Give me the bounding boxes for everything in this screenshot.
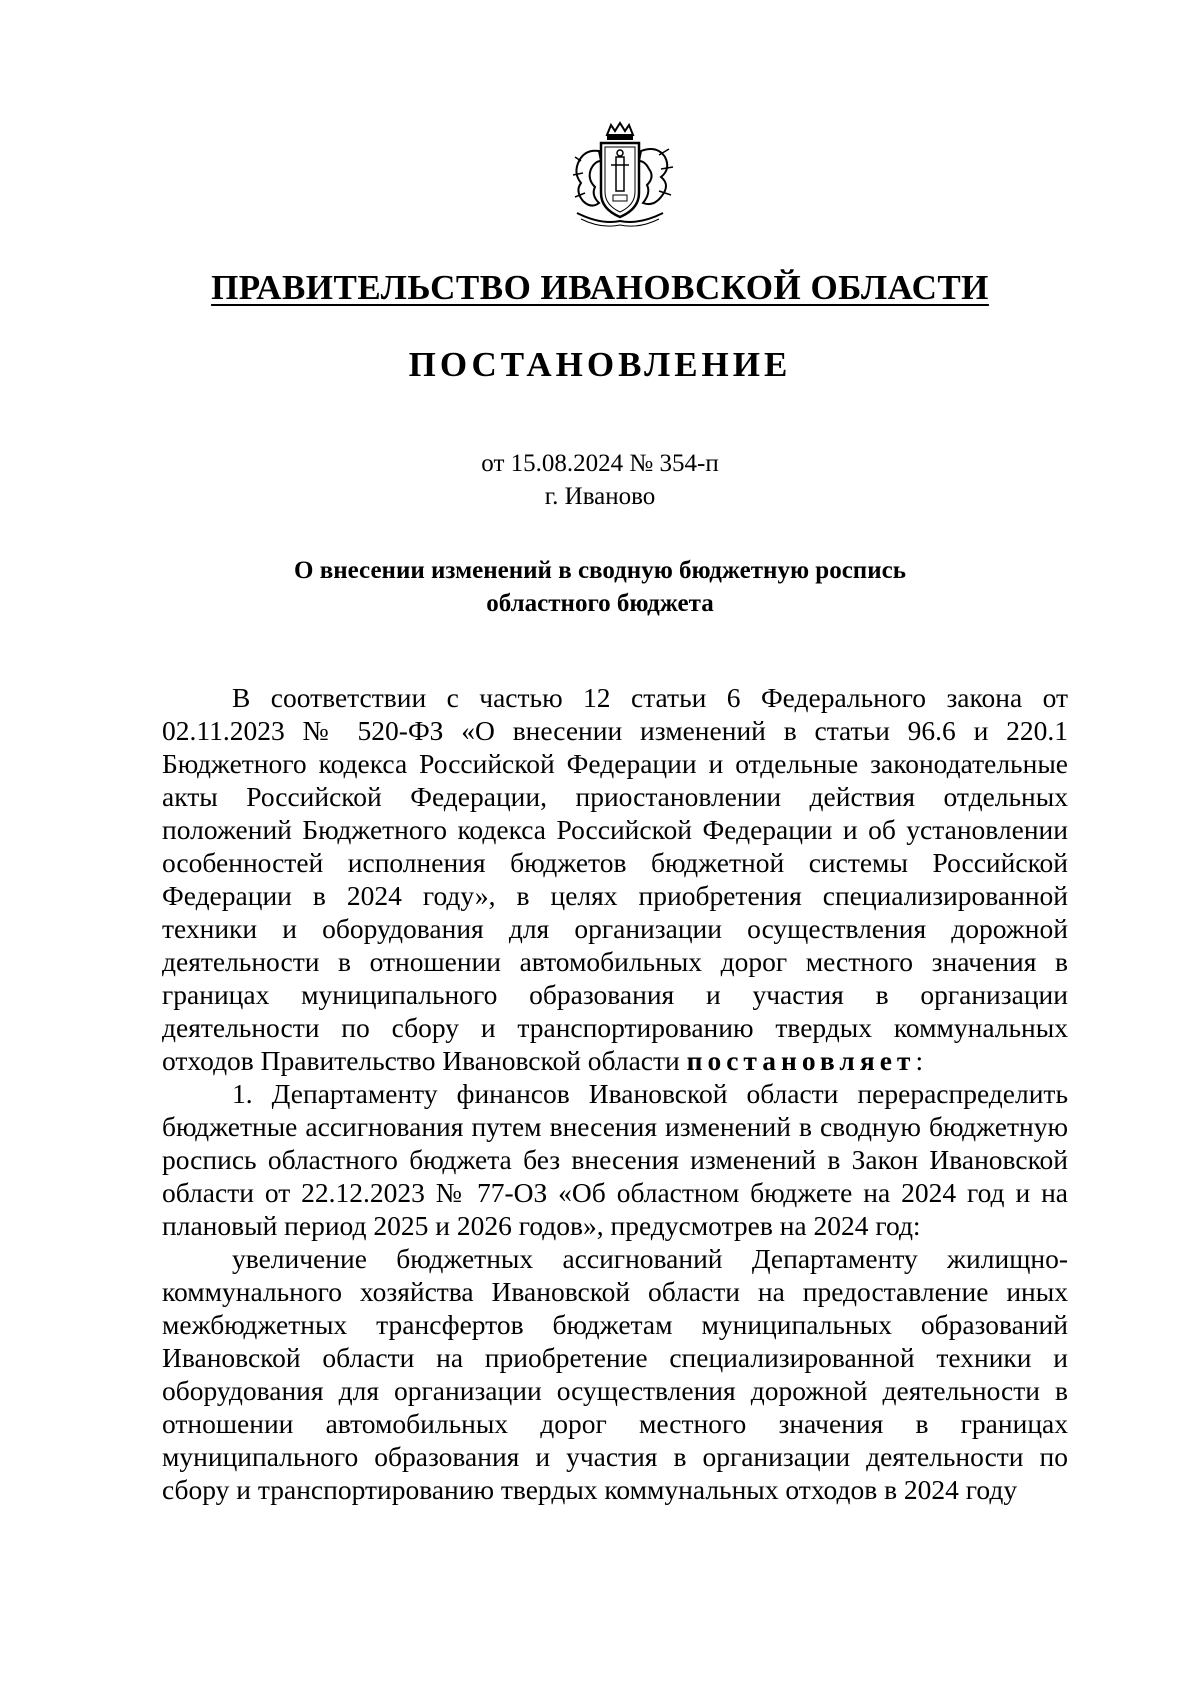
document-number: от 15.08.2024 № 354-п [481, 450, 719, 477]
document-subject [0, 554, 1200, 620]
document-city: г. Иваново [544, 483, 656, 510]
subject-line-1: О внесении изменений в сводную бюджетную роспись [294, 557, 906, 584]
item-1-sub-paragraph: увеличение бюджетных ассигнований Департаменту жилищно-коммунального хозяйства Ивановской области на предоставление иных межбюджетных трансфертов бюджетам муниципальных образований Ивановской области на приобретение специализированной техники и оборудования для организации осуществления дорожной деятельности в отношении автомобильных дорог местного значения в границах муниципального образования и участия в организации деятельности по сбору и транспортированию твердых коммунальных отходов в 2024 году [162, 1243, 1068, 1505]
ivanovo-coat-of-arms-icon [561, 121, 679, 229]
decree-word: постановляет [686, 1045, 916, 1076]
government-title-text: ПРАВИТЕЛЬСТВО ИВАНОВСКОЙ ОБЛАСТИ [211, 268, 989, 307]
subject-line-2: областного бюджета [486, 590, 714, 617]
document-body [162, 681, 1068, 1506]
government-title [0, 268, 1200, 308]
item-1-paragraph: 1. Департаменту финансов Ивановской области перераспределить бюджетные ассигнования путем внесения изменений в сводную бюджетную роспись областного бюджета без внесения изменений в Закон Ивановской области от 22.12.2023 № 77-ОЗ «Об областном бюджете на 2024 год и на плановый период 2025 и 2026 годов», предусмотрев на 2024 год: [162, 1078, 1068, 1241]
decree-colon: : [915, 1045, 924, 1076]
preamble-text: В соответствии с частью 12 статьи 6 Федерального закона от 02.11.2023 № 520-ФЗ «О внесении изменений в статьи 96.6 и 220.1 Бюджетного кодекса Российской Федерации и отдельные законодательные акты Российской Федерации, приостановлении действия отдельных положений Бюджетного кодекса Российской Федерации и об установлении особенностей исполнения бюджетов бюджетной системы Российской Федерации в 2024 году», в целях приобретения специализированной техники и оборудования для организации осуществления дорожной деятельности в отношении автомобильных дорог местного значения в границах муниципального образования и участия в организации деятельности по сбору и транспортированию твердых коммунальных отходов Правительство Ивановской области [162, 682, 1068, 1076]
document-type: ПОСТАНОВЛЕНИЕ [408, 345, 792, 384]
preamble-paragraph [162, 681, 1068, 1077]
